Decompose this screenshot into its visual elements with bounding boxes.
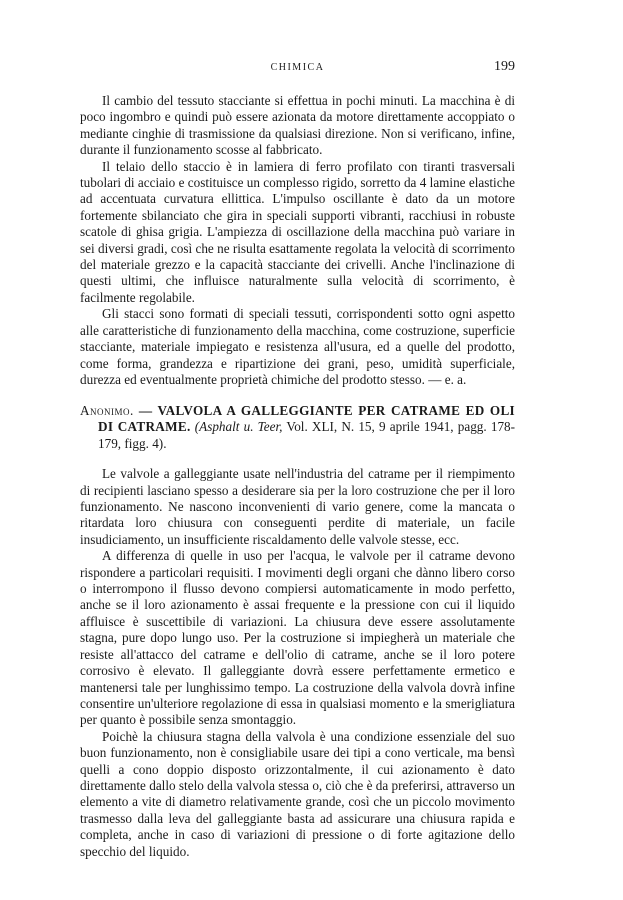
paragraph: Poichè la chiusura stagna della valvola è una condizione essenziale del suo buon funzionamento, non è consigliabile usare dei tipi a cono verticale, ma bensì quelli a cono doppio disposto orizzontalmente, il cui azionamento è dato direttamente dallo stelo della valvola stessa o, ciò che è da preferirsi, attraverso un elemento a vite di diametro relativamente grande, così che un piccolo movimento trasmesso dalla leva del galleggiante basta ad assicurare una chiusura rapida e completa, anche in caso di variazioni di pressione o di forte agitazione dello specchio del liquido. [80, 728, 515, 859]
paragraph: Le valvole a galleggiante usate nell'industria del catrame per il riempimento di recipienti lasciano spesso a desiderare sia per la loro costruzione che per il loro funzionamento. Ne nascono inconvenienti di vario genere, come la mancata o ritardata loro chiusura con conseguenti perdite di materiale, un facile insudiciamento, un insufficiente riscaldamento delle valvole stesse, ecc. [80, 466, 515, 547]
article-journal: (Asphalt u. Teer, [194, 419, 283, 435]
running-title: CHIMICA [270, 62, 325, 73]
article-author: Anonimo. [80, 403, 134, 418]
article-heading [80, 403, 515, 452]
article-citation: Vol. XLI, N. 15, 9 aprile 1941, pagg. 178-179, figg. 4). [98, 419, 516, 451]
paragraph: Gli stacci sono formati di speciali tessuti, corrispondenti sotto ogni aspetto alle caratteristiche di funzionamento della macchina, come costruzione, superficie stacciante, materiale impiegato e resistenza all'usura, ed a quelle del prodotto, come forma, grandezza e ripartizione dei grani, peso, umidità superficiale, durezza ed eventualmente proprietà chimiche del prodotto stesso. — e. a. [80, 306, 515, 387]
article-title: — VALVOLA A GALLEGGIANTE PER CATRAME ED OLI DI CATRAME. [98, 403, 515, 435]
page-header [80, 59, 515, 80]
section-continuation [80, 93, 515, 388]
article-section [80, 403, 515, 860]
paragraph: Il telaio dello staccio è in lamiera di ferro profilato con tiranti trasversali tubolari di acciaio e costituisce un complesso rigido, sorretto da 4 lamine elastiche ad accentuata curvatura ellittica. L'impulso oscillante è dato da un motore fortemente sbilanciato che gira in speciali supporti vibranti, racchiusi in robuste scatole di ghisa grigia. L'ampiezza di oscillazione della macchina può variare in sei diversi gradi, così che ne risulta esattamente regolata la velocità di scorrimento del materiale grezzo e la capacità stacciante dei crivelli. Anche l'inclinazione di questi ultimi, che influisce naturalmente sulla velocità di scorrimento, è facilmente regolabile. [80, 158, 515, 305]
paragraph: A differenza di quelle in uso per l'acqua, le valvole per il catrame devono rispondere a particolari requisiti. I movimenti degli organi che dànno libero corso o interrompono il flusso devono compiersi automaticamente in modo perfetto, anche se il loro azionamento è assai frequente e la pressione con cui il liquido affluisce è suscettibile di variazioni. La chiusura deve essere assolutamente stagna, pure dopo lungo uso. Per la costruzione si impiegherà un materiale che resiste all'attacco del catrame e dell'olio di catrame, anche se il loro potere corrosivo è elevato. Il galleggiante dovrà essere perfettamente ermetico e mantenersi tale per lunghissimo tempo. La costruzione della valvola dovrà infine consentire un'ulteriore regolazione di essa in qualsiasi momento e la smerigliatura per quanto è possibile senza smontaggio. [80, 548, 515, 728]
page-number: 199 [494, 59, 515, 74]
paragraph: Il cambio del tessuto stacciante si effettua in pochi minuti. La macchina è di poco ingombro e quindi può essere azionata da motore direttamente accoppiato o mediante cinghie di trasmissione da qualsiasi direzione. Non si verificano, infine, durante il funzionamento scosse al fabbricato. [80, 93, 515, 158]
